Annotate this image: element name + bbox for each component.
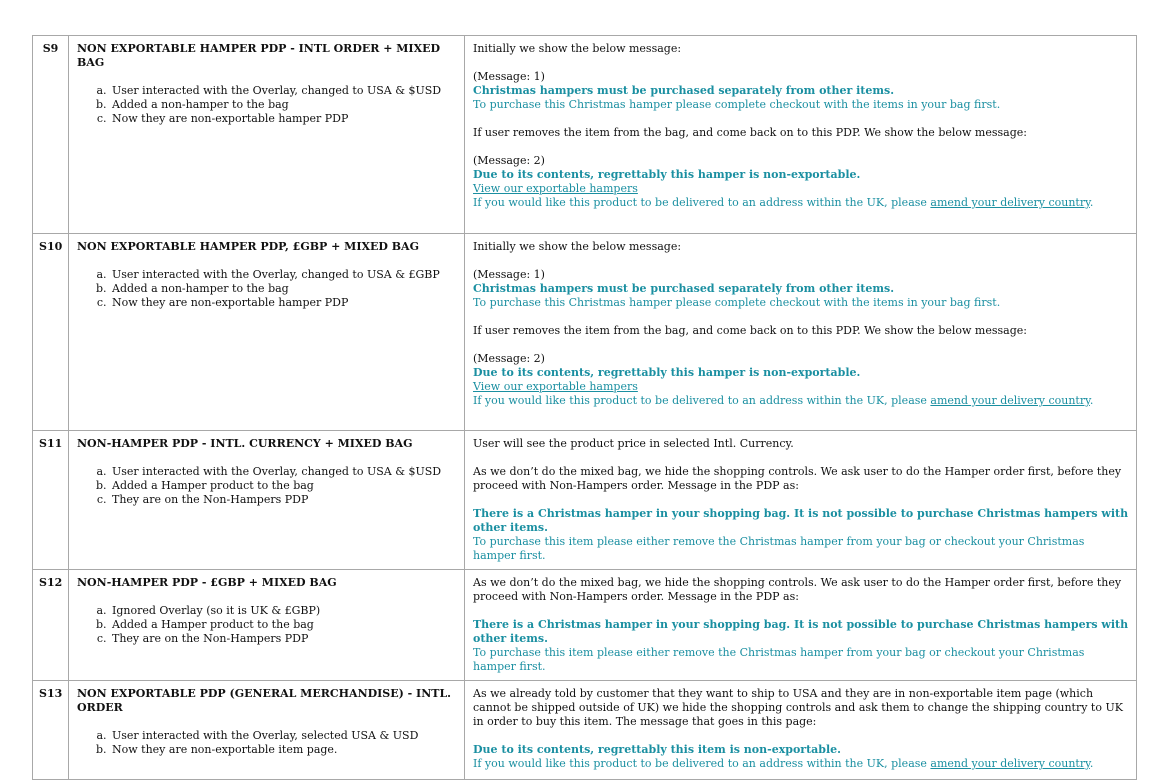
scenario-id: S10 xyxy=(33,234,69,431)
scenario-behaviour xyxy=(465,36,1137,234)
list-item: c. They are on the Non-Hampers PDP xyxy=(110,632,458,646)
list-item: b. Added a Hamper product to the bag xyxy=(110,618,458,632)
list-item: a. User interacted with the Overlay, changed to USA & £GBP xyxy=(110,268,458,282)
scenario-title: NON EXPORTABLE HAMPER PDP - INTL ORDER + MIXED BAG xyxy=(77,42,441,69)
scenario-id: S9 xyxy=(33,36,69,234)
explanation-text: As we already told by customer that they want to ship to USA and they are in non-exportable item page (which cannot be shipped outside of UK) we hide the shopping controls and ask them to change the shipping country to UK in order to buy this item. The message that goes in this page: xyxy=(473,687,1123,728)
message-text xyxy=(473,196,1130,210)
amend-delivery-country-link[interactable]: amend your delivery country xyxy=(930,196,1090,209)
list-item: b. Now they are non-exportable item page. xyxy=(110,743,458,757)
list-item: b. Added a Hamper product to the bag xyxy=(110,479,458,493)
message-text-end: . xyxy=(1089,757,1094,770)
step-list xyxy=(77,268,458,310)
scenario-title: NON EXPORTABLE PDP (GENERAL MERCHANDISE) - INTL. ORDER xyxy=(77,687,452,714)
table-row xyxy=(33,681,1137,780)
message-heading: Due to its contents, regrettably this hamper is non-exportable. xyxy=(473,168,861,181)
intro-text: Initially we show the below message: xyxy=(473,240,682,253)
message-heading: Due to its contents, regrettably this item is non-exportable. xyxy=(473,743,841,756)
scenario-description xyxy=(69,431,465,570)
list-item: a. User interacted with the Overlay, selected USA & USD xyxy=(110,729,458,743)
step-list xyxy=(77,604,458,646)
message-label: (Message: 2) xyxy=(473,352,545,365)
message-heading: There is a Christmas hamper in your shopping bag. It is not possible to purchase Christmas hampers with other items. xyxy=(473,507,1129,534)
message-text-part: If you would like this product to be delivered to an address within the UK, please xyxy=(473,196,931,209)
message-text-end: . xyxy=(1089,196,1094,209)
explanation-text: As we don’t do the mixed bag, we hide the shopping controls. We ask user to do the Hamper order first, before they proceed with Non-Hampers order. Message in the PDP as: xyxy=(473,576,1122,603)
message-text: To purchase this item please either remove the Christmas hamper from your bag or checkout your Christmas hamper first. xyxy=(473,646,1085,673)
scenario-title: NON EXPORTABLE HAMPER PDP, £GBP + MIXED BAG xyxy=(77,240,419,253)
scenario-table xyxy=(32,35,1137,780)
message-heading: There is a Christmas hamper in your shopping bag. It is not possible to purchase Christmas hampers with other items. xyxy=(473,618,1129,645)
step-list xyxy=(77,465,458,507)
scenario-title: NON-HAMPER PDP - INTL. CURRENCY + MIXED BAG xyxy=(77,437,413,450)
message-label: (Message: 1) xyxy=(473,70,545,83)
list-item: a. Ignored Overlay (so it is UK & £GBP) xyxy=(110,604,458,618)
list-item: a. User interacted with the Overlay, changed to USA & $USD xyxy=(110,84,458,98)
scenario-title: NON-HAMPER PDP - £GBP + MIXED BAG xyxy=(77,576,337,589)
list-item: c. Now they are non-exportable hamper PDP xyxy=(110,112,458,126)
message-text xyxy=(473,757,1130,771)
message-label: (Message: 1) xyxy=(473,268,545,281)
scenario-description xyxy=(69,681,465,780)
table-row xyxy=(33,36,1137,234)
intro-text: Initially we show the below message: xyxy=(473,42,682,55)
message-text: To purchase this Christmas hamper please complete checkout with the items in your bag first. xyxy=(473,296,1001,309)
scenario-id: S12 xyxy=(33,570,69,681)
amend-delivery-country-link[interactable]: amend your delivery country xyxy=(930,757,1090,770)
amend-delivery-country-link[interactable]: amend your delivery country xyxy=(930,394,1090,407)
message-text-part: If you would like this product to be delivered to an address within the UK, please xyxy=(473,757,931,770)
scenario-behaviour xyxy=(465,234,1137,431)
table-row xyxy=(33,570,1137,681)
scenario-description xyxy=(69,570,465,681)
message-label: (Message: 2) xyxy=(473,154,545,167)
exportable-hampers-link[interactable]: View our exportable hampers xyxy=(473,182,638,195)
table-row xyxy=(33,234,1137,431)
list-item: b. Added a non-hamper to the bag xyxy=(110,282,458,296)
message-heading: Christmas hampers must be purchased separately from other items. xyxy=(473,84,895,97)
message-text: To purchase this Christmas hamper please complete checkout with the items in your bag first. xyxy=(473,98,1001,111)
scenario-behaviour xyxy=(465,431,1137,570)
message-text: To purchase this item please either remove the Christmas hamper from your bag or checkout your Christmas hamper first. xyxy=(473,535,1085,562)
message-text-end: . xyxy=(1089,394,1094,407)
scenario-id: S11 xyxy=(33,431,69,570)
message-heading: Due to its contents, regrettably this hamper is non-exportable. xyxy=(473,366,861,379)
scenario-description xyxy=(69,234,465,431)
list-item: b. Added a non-hamper to the bag xyxy=(110,98,458,112)
scenario-behaviour xyxy=(465,570,1137,681)
scenario-description xyxy=(69,36,465,234)
price-note: User will see the product price in selected Intl. Currency. xyxy=(473,437,794,450)
list-item: a. User interacted with the Overlay, changed to USA & $USD xyxy=(110,465,458,479)
message-heading: Christmas hampers must be purchased separately from other items. xyxy=(473,282,895,295)
scenario-behaviour xyxy=(465,681,1137,780)
list-item: c. Now they are non-exportable hamper PDP xyxy=(110,296,458,310)
message-text-part: If you would like this product to be delivered to an address within the UK, please xyxy=(473,394,931,407)
transition-text: If user removes the item from the bag, and come back on to this PDP. We show the below message: xyxy=(473,324,1027,337)
step-list xyxy=(77,729,458,757)
list-item: c. They are on the Non-Hampers PDP xyxy=(110,493,458,507)
exportable-hampers-link[interactable]: View our exportable hampers xyxy=(473,380,638,393)
explanation-text: As we don’t do the mixed bag, we hide the shopping controls. We ask user to do the Hamper order first, before they proceed with Non-Hampers order. Message in the PDP as: xyxy=(473,465,1122,492)
transition-text: If user removes the item from the bag, and come back on to this PDP. We show the below message: xyxy=(473,126,1027,139)
table-row xyxy=(33,431,1137,570)
scenario-id: S13 xyxy=(33,681,69,780)
step-list xyxy=(77,84,458,126)
message-text xyxy=(473,394,1130,408)
